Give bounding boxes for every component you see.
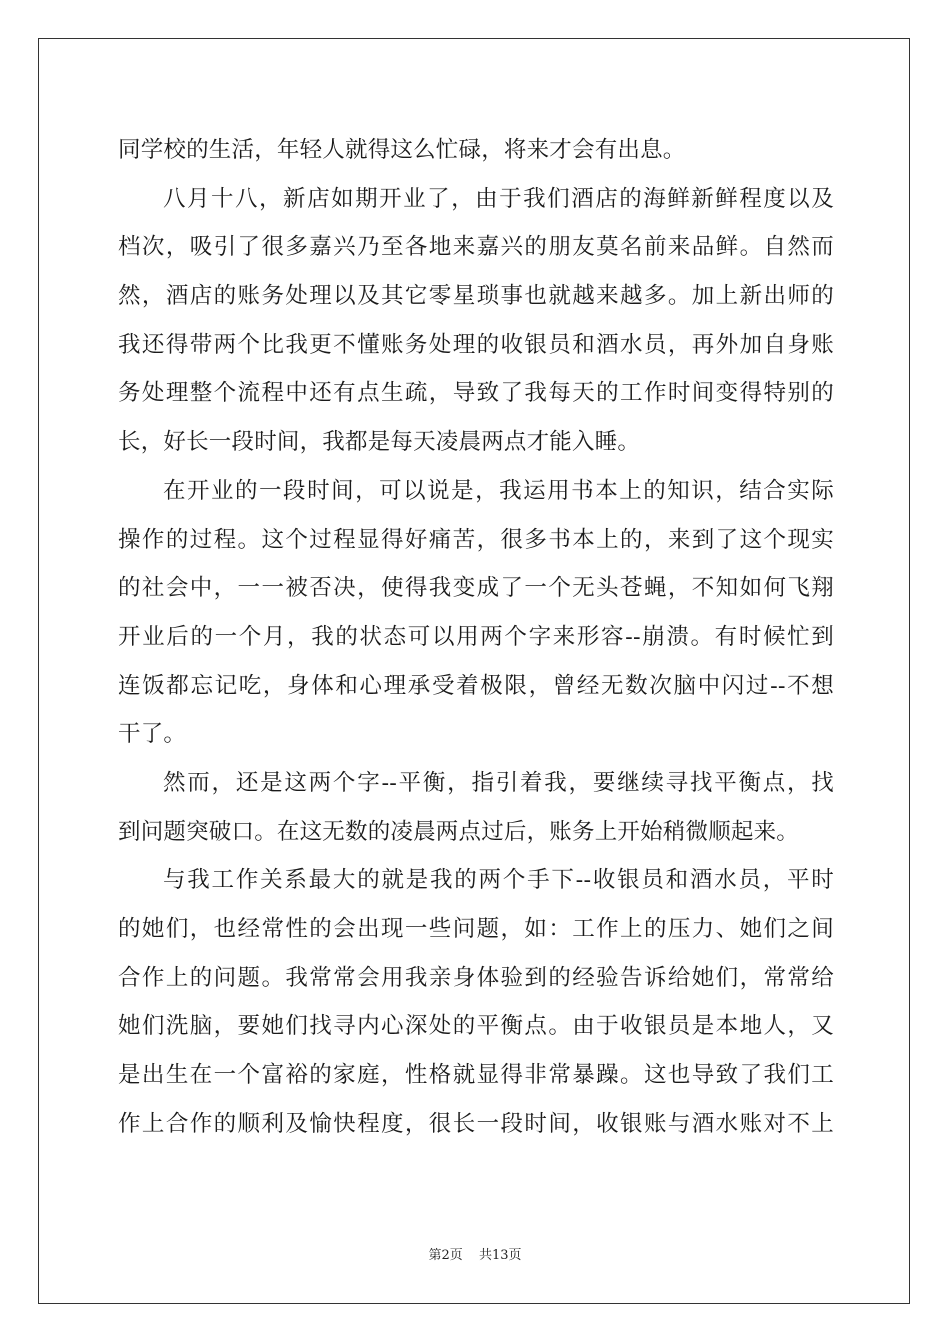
text-line: 长，好长一段时间，我都是每天凌晨两点才能入睡。 (118, 429, 641, 456)
current-page-number: 第2页 (428, 1248, 463, 1263)
text-line: 的她们，也经常性的会出现一些问题，如：工作上的压力、她们之间 (118, 916, 834, 942)
text-line: 八月十八，新店如期开业了，由于我们酒店的海鲜新鲜程度以及 (163, 185, 834, 212)
text-line: 干了。 (118, 721, 187, 748)
text-line: 的社会中，一一被否决，使得我变成了一个无头苍蝇，不知如何飞翔 (118, 575, 834, 602)
text-line: 她们洗脑，要她们找寻内心深处的平衡点。由于收银员是本地人，又 (118, 1013, 834, 1040)
text-line: 然，酒店的账务处理以及其它零星琐事也就越来越多。加上新出师的 (118, 283, 834, 310)
text-line: 作上合作的顺利及愉快程度，很长一段时间，收银账与酒水账对不上 (118, 1110, 834, 1137)
text-line: 同学校的生活，年轻人就得这么忙碌，将来才会有出息。 (118, 137, 686, 163)
text-line: 是出生在一个富裕的家庭，性格就显得非常暴躁。这也导致了我们工 (118, 1062, 834, 1089)
document-body (118, 126, 834, 1148)
text-line: 与我工作关系最大的就是我的两个手下--收银员和酒水员，平时 (163, 867, 834, 894)
text-line: 开业后的一个月，我的状态可以用两个字来形容--崩溃。有时候忙到 (118, 623, 834, 650)
text-line: 然而，还是这两个字--平衡，指引着我，要继续寻找平衡点，找 (163, 769, 834, 796)
text-line: 合作上的问题。我常常会用我亲身体验到的经验告诉给她们，常常给 (118, 964, 834, 991)
total-page-count: 共13页 (478, 1248, 522, 1263)
text-line: 到问题突破口。在这无数的凌晨两点过后，账务上开始稍微顺起来。 (118, 818, 800, 845)
text-line: 档次，吸引了很多嘉兴乃至各地来嘉兴的朋友莫名前来品鲜。自然而 (118, 234, 834, 261)
text-line: 我还得带两个比我更不懂账务处理的收银员和酒水员，再外加自身账 (118, 331, 834, 358)
text-line: 务处理整个流程中还有点生疏，导致了我每天的工作时间变得特别的 (118, 380, 834, 407)
text-line: 连饭都忘记吃，身体和心理承受着极限，曾经无数次脑中闪过--不想 (118, 672, 834, 699)
text-line: 在开业的一段时间，可以说是，我运用书本上的知识，结合实际 (163, 477, 834, 504)
text-line: 操作的过程。这个过程显得好痛苦，很多书本上的，来到了这个现实 (118, 526, 834, 553)
page-footer (0, 1244, 950, 1263)
